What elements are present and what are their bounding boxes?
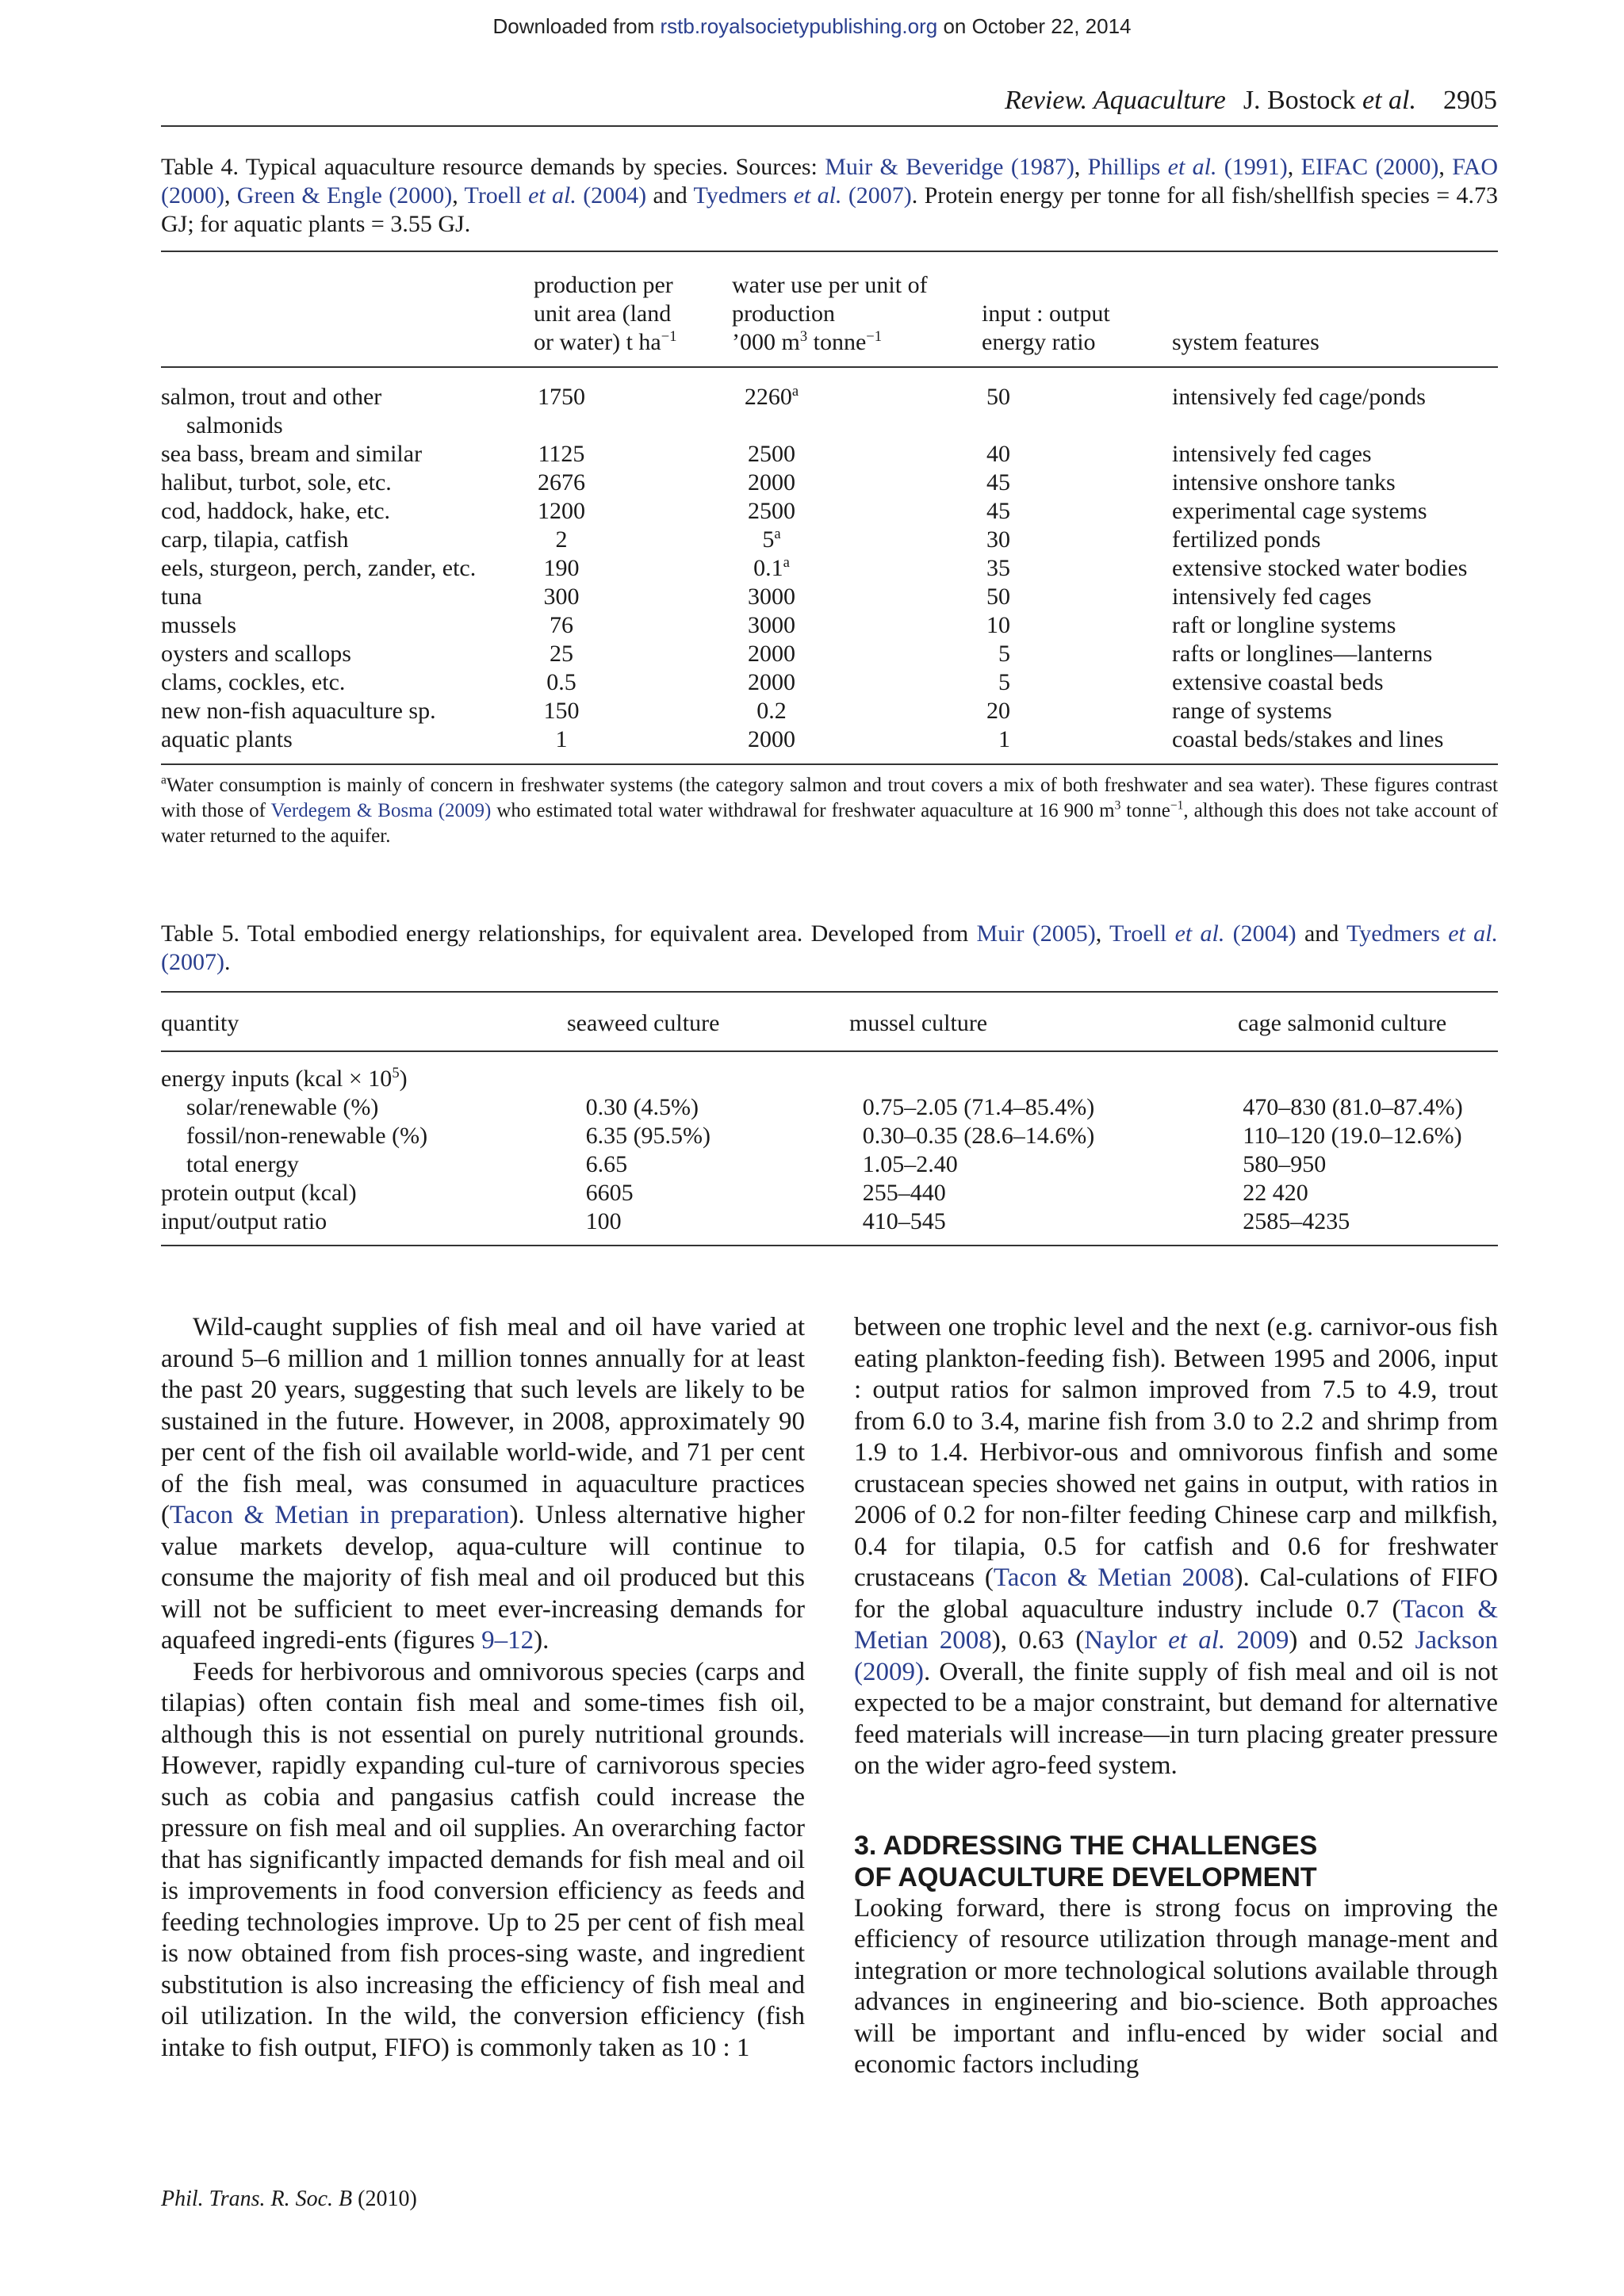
- production-cell: 1: [555, 726, 568, 752]
- ref-tyedmers[interactable]: Tyedmers et al. (2007): [693, 182, 912, 209]
- section-title: 3. ADDRESSING THE CHALLENGES OF AQUACULTURE DEVELOPMENT: [854, 1830, 1318, 1892]
- table-row: [161, 1207, 1498, 1236]
- seaweed-cell: 6605: [585, 1180, 634, 1206]
- table5-header-rule: [161, 1050, 1498, 1052]
- salmonid-cell: 2585–4235: [1243, 1208, 1350, 1234]
- ref-troell[interactable]: Troell et al. (2004): [464, 182, 647, 209]
- ref-phillips[interactable]: Phillips et al. (1991): [1087, 154, 1288, 180]
- production-cell: 1200: [538, 498, 585, 524]
- table-row: [161, 611, 1498, 640]
- species-cell: clams, cockles, etc.: [161, 669, 346, 695]
- col-header-energy-ratio: input : output energy ratio: [982, 300, 1110, 355]
- production-cell: 300: [543, 584, 580, 610]
- col-header-water-use: water use per unit of production ’000 $m^3$ tonne$^{-1}$: [732, 272, 928, 355]
- system-features-cell: extensive coastal beds: [1172, 669, 1384, 695]
- production-cell: 76: [550, 612, 573, 638]
- table-row: [161, 526, 1498, 554]
- ref-tyedmers-2007[interactable]: Tyedmers et al. (2007): [161, 920, 1498, 975]
- table-row: [161, 697, 1498, 725]
- quantity-cell: fossil/non-renewable (%): [186, 1123, 428, 1149]
- table5-body: [161, 1065, 1498, 1236]
- body-paragraph: Feeds for herbivorous and omnivorous species (carps and tilapias) often contain fish meal and some-times fish oil, although this is not essential on purely nutritional grounds. However, rapidly expanding cul-ture of carnivorous species such as cobia and pangasius catfish could increase the pressure on fish meal and oil supplies. An overarching factor that has significantly impacted demands for fish meal and oil is improvements in food conversion efficiency as feeds and feeding technologies improve. Up to 25 per cent of fish meal is now obtained from fish proces-sing waste, and ingredient substitution is also increasing the efficiency of fish meal and oil utilization. In the wild, the conversion efficiency (fish intake to fish output, FIFO) is commonly taken as 10 : 1: [161, 1657, 805, 2062]
- t5-header-mussel: mussel culture: [849, 1010, 988, 1036]
- table4-header-rule: [161, 366, 1498, 368]
- species-cell: carp, tilapia, catfish: [161, 526, 349, 553]
- ref-tacon-metian-prep[interactable]: Tacon & Metian in preparation: [170, 1501, 510, 1529]
- page-number: 2905: [1443, 86, 1497, 115]
- table-row: [161, 383, 1498, 440]
- table-row: [161, 1179, 1498, 1207]
- mussel-cell: 1.05–2.40: [862, 1151, 958, 1177]
- water-use-cell: 2000: [748, 726, 795, 752]
- system-features-cell: extensive stocked water bodies: [1172, 555, 1468, 581]
- energy-ratio-cell: 50: [986, 584, 1010, 610]
- download-notice: [0, 14, 1624, 39]
- table-row: [161, 554, 1498, 583]
- mussel-cell: 410–545: [862, 1208, 946, 1234]
- energy-ratio-cell: 20: [986, 698, 1010, 724]
- table4-top-rule: [161, 251, 1498, 252]
- species-cell: oysters and scallops: [161, 641, 351, 667]
- ref-fao[interactable]: FAO (2000): [161, 154, 1499, 209]
- water-use-cell: 2500: [748, 441, 795, 467]
- running-head: [1005, 86, 1497, 116]
- seaweed-cell: 100: [585, 1208, 622, 1234]
- water-use-cell: 2000: [748, 669, 795, 695]
- header-rule: [161, 125, 1498, 127]
- energy-ratio-cell: 50: [986, 384, 1010, 410]
- table5-caption-lead: Table 5. Total embodied energy relationships, for equivalent area. Developed from: [161, 920, 977, 947]
- table4-footnote: $^a$Water consumption is mainly of concern in freshwater systems (the category salmon and trout covers a mix of both freshwater and sea water). These figures contrast with those of Verdegem & Bosma (2009) who estimated total water withdrawal for freshwater aquaculture at 16 900 $m^3$ tonne$^{-1}$, although this does not take account of water returned to the aquifer.: [161, 773, 1499, 847]
- mussel-cell: 255–440: [862, 1180, 946, 1206]
- system-features-cell: range of systems: [1172, 698, 1332, 724]
- table4-body: [161, 383, 1498, 754]
- table5-caption: Table 5. Total embodied energy relationships, for equivalent area. Developed from Muir (2005), Troell et al. (2004) and Tyedmers et al. (2007).: [161, 920, 1498, 975]
- energy-ratio-cell: 30: [986, 526, 1010, 553]
- energy-ratio-cell: 5: [998, 641, 1010, 667]
- energy-ratio-cell: 40: [986, 441, 1010, 467]
- table-row: [161, 1093, 1498, 1122]
- water-use-cell: 0.1$^a$: [753, 553, 790, 581]
- ref-eifac[interactable]: EIFAC (2000): [1300, 154, 1439, 180]
- table5-bottom-rule: [161, 1245, 1498, 1246]
- energy-ratio-cell: 35: [986, 555, 1010, 581]
- production-cell: 2676: [538, 469, 585, 496]
- water-use-cell: 5$^a$: [762, 525, 781, 553]
- download-prefix: Downloaded from: [492, 14, 661, 38]
- energy-ratio-cell: 10: [986, 612, 1010, 638]
- col-header-production: production per unit area (land or water) t $ha^{-1}$: [534, 272, 677, 355]
- production-cell: 2: [555, 526, 568, 553]
- table-row: [161, 1122, 1498, 1150]
- system-features-cell: fertilized ponds: [1172, 526, 1321, 553]
- production-cell: 1125: [538, 441, 585, 467]
- table-row: [161, 668, 1498, 697]
- seaweed-cell: 6.35 (95.5%): [585, 1123, 711, 1149]
- ref-muir-2005[interactable]: Muir (2005): [976, 920, 1096, 947]
- energy-ratio-cell: 5: [998, 669, 1010, 695]
- table4-bottom-rule: [161, 763, 1498, 765]
- ref-tacon-metian-2008[interactable]: Tacon & Metian 2008: [993, 1563, 1235, 1592]
- mussel-cell: 0.30–0.35 (28.6–14.6%): [862, 1123, 1095, 1149]
- table-row: [161, 440, 1498, 469]
- t5-header-salmonid: cage salmonid culture: [1238, 1010, 1447, 1036]
- running-head-author: J. Bostock: [1243, 86, 1363, 115]
- mussel-cell: 0.75–2.05 (71.4–85.4%): [862, 1094, 1095, 1120]
- table-row: [161, 1150, 1498, 1179]
- water-use-cell: 0.2: [756, 698, 787, 724]
- water-use-cell: 2000: [748, 641, 795, 667]
- table4-caption-tail: . Protein energy per tonne for all fish/shellfish species = 4.73 GJ; for aquatic plants = 3.55 GJ.: [161, 182, 1498, 237]
- species-cell: salmon, trout and other salmonids: [161, 384, 382, 438]
- figure-link[interactable]: 9–12: [481, 1626, 534, 1655]
- ref-naylor[interactable]: Naylor et al. 2009: [1084, 1626, 1289, 1655]
- species-cell: sea bass, bream and similar: [161, 441, 423, 467]
- production-cell: 190: [543, 555, 580, 581]
- energy-ratio-cell: 1: [998, 726, 1010, 752]
- system-features-cell: experimental cage systems: [1172, 498, 1427, 524]
- system-features-cell: intensively fed cages: [1172, 441, 1372, 467]
- t5-header-quantity: quantity: [161, 1010, 239, 1036]
- body-paragraph: Looking forward, there is strong focus on improving the efficiency of resource utilization through manage-ment and integration or more technological solutions available through advances in engineering and bio-science. Both approaches will be important and influ-enced by wider social and economic factors including: [854, 1893, 1498, 2079]
- system-features-cell: intensively fed cages: [1172, 584, 1372, 610]
- species-cell: new non-fish aquaculture sp.: [161, 698, 436, 724]
- water-use-cell: 3000: [748, 584, 795, 610]
- journal-footer: Phil. Trans. R. Soc. B (2010): [161, 2187, 417, 2211]
- water-use-cell: 2500: [748, 498, 795, 524]
- running-head-section: Review. Aquaculture: [1004, 86, 1226, 115]
- quantity-cell: input/output ratio: [161, 1208, 327, 1234]
- salmonid-cell: 580–950: [1243, 1151, 1327, 1177]
- seaweed-cell: 0.30 (4.5%): [585, 1094, 699, 1120]
- seaweed-cell: 6.65: [585, 1151, 628, 1177]
- table4-header: [161, 271, 1498, 357]
- quantity-cell: solar/renewable (%): [186, 1094, 379, 1120]
- salmonid-cell: 22 420: [1243, 1180, 1308, 1206]
- water-use-cell: 2000: [748, 469, 795, 496]
- system-features-cell: rafts or longlines—lanterns: [1172, 641, 1433, 667]
- ref-jackson[interactable]: Jackson (2009): [854, 1626, 1499, 1686]
- production-cell: 1750: [538, 384, 585, 410]
- species-cell: tuna: [161, 584, 202, 610]
- species-cell: cod, haddock, hake, etc.: [161, 498, 391, 524]
- salmonid-cell: 110–120 (19.0–12.6%): [1243, 1123, 1462, 1149]
- body-left-column: [161, 1312, 805, 2064]
- water-use-cell: 3000: [748, 612, 795, 638]
- table4-caption-lead: Table 4. Typical aquaculture resource demands by species. Sources:: [161, 154, 825, 180]
- energy-ratio-cell: 45: [986, 498, 1010, 524]
- table5-top-rule: [161, 991, 1498, 993]
- ref-troell-2004[interactable]: Troell et al. (2004): [1109, 920, 1297, 947]
- ref-muir-beveridge[interactable]: Muir & Beveridge (1987): [825, 154, 1074, 180]
- water-use-cell: 2260$^a$: [744, 382, 799, 410]
- production-cell: 25: [550, 641, 573, 667]
- body-paragraph: between one trophic level and the next (e.g. carnivor-ous fish eating plankton-feeding fish). Between 1995 and 2006, input : output ratios for salmon improved from 7.5 to 4.9, trout from 6.0 to 3.4, marine fish from 3.0 to 2.2 and shrimp from 1.9 to 1.4. Herbivor-ous and omnivorous finfish and some crustacean species showed net gains in output, with ratios in 2006 of 0.2 for non-filter feeding Chinese carp and milkfish, 0.4 for tilapia, 0.5 for catfish and 0.6 for freshwater crustaceans (Tacon & Metian 2008). Cal-culations of FIFO for the global aquaculture industry include 0.7 (Tacon & Metian 2008), 0.63 (Naylor et al. 2009) and 0.52 Jackson (2009). Overall, the finite supply of fish meal and oil is not expected to be a major constraint, but demand for alternative feed materials will increase—in turn placing greater pressure on the wider agro-feed system.: [854, 1313, 1499, 1780]
- system-features-cell: raft or longline systems: [1172, 612, 1396, 638]
- table-row: [161, 640, 1498, 668]
- table4-caption: Table 4. Typical aquaculture resource demands by species. Sources: Muir & Beveridge (1987), Phillips et al. (1991), EIFAC (2000), FAO (2000), Green & Engle (2000), Troell et al. (2004) and Tyedmers et al. (2007). Protein energy per tonne for all fish/shellfish species = 4.73 GJ; for aquatic plants = 3.55 GJ.: [161, 154, 1499, 237]
- running-head-etal: et al.: [1362, 86, 1416, 115]
- table-row: [161, 469, 1498, 497]
- table-row: [161, 497, 1498, 526]
- download-suffix: on October 22, 2014: [937, 14, 1132, 38]
- t5-header-seaweed: seaweed culture: [567, 1010, 720, 1036]
- salmonid-cell: 470–830 (81.0–87.4%): [1243, 1094, 1463, 1120]
- quantity-cell: protein output (kcal): [161, 1180, 357, 1206]
- system-features-cell: intensive onshore tanks: [1172, 469, 1396, 496]
- quantity-cell: total energy: [186, 1151, 299, 1177]
- source-link[interactable]: rstb.royalsocietypublishing.org: [660, 14, 938, 38]
- table-row: [161, 725, 1498, 754]
- body-right-column: [854, 1312, 1498, 2081]
- ref-green-engle[interactable]: Green & Engle (2000): [236, 182, 453, 209]
- ref-verdegem-bosma[interactable]: Verdegem & Bosma (2009): [270, 800, 492, 821]
- system-features-cell: coastal beds/stakes and lines: [1172, 726, 1444, 752]
- production-cell: 150: [543, 698, 580, 724]
- col-header-system-features: system features: [1172, 329, 1320, 355]
- body-paragraph: Wild-caught supplies of fish meal and oil have varied at around 5–6 million and 1 million tonnes annually for at least the past 20 years, suggesting that such levels are likely to be sustained in the future. However, in 2008, approximately 90 per cent of the fish oil available world-wide, and 71 per cent of the fish meal, was consumed in aquaculture practices (Tacon & Metian in preparation). Unless alternative higher value markets develop, aqua-culture will continue to consume the majority of fish meal and oil produced but this will not be sufficient to meet ever-increasing demands for aquafeed ingredi-ents (figures 9–12).: [161, 1313, 805, 1655]
- table5-header: [161, 1009, 1498, 1038]
- system-features-cell: intensively fed cage/ponds: [1172, 384, 1426, 410]
- t5-energy-label: energy inputs (kcal × $10^5$): [161, 1064, 408, 1092]
- species-cell: mussels: [161, 612, 237, 638]
- ref-tacon-metian-2008-b[interactable]: Tacon & Metian 2008: [854, 1594, 1498, 1655]
- production-cell: 0.5: [546, 669, 576, 695]
- species-cell: halibut, turbot, sole, etc.: [161, 469, 392, 496]
- species-cell: eels, sturgeon, perch, zander, etc.: [161, 555, 477, 581]
- energy-ratio-cell: 45: [986, 469, 1010, 496]
- species-cell: aquatic plants: [161, 726, 293, 752]
- table-row: [161, 583, 1498, 611]
